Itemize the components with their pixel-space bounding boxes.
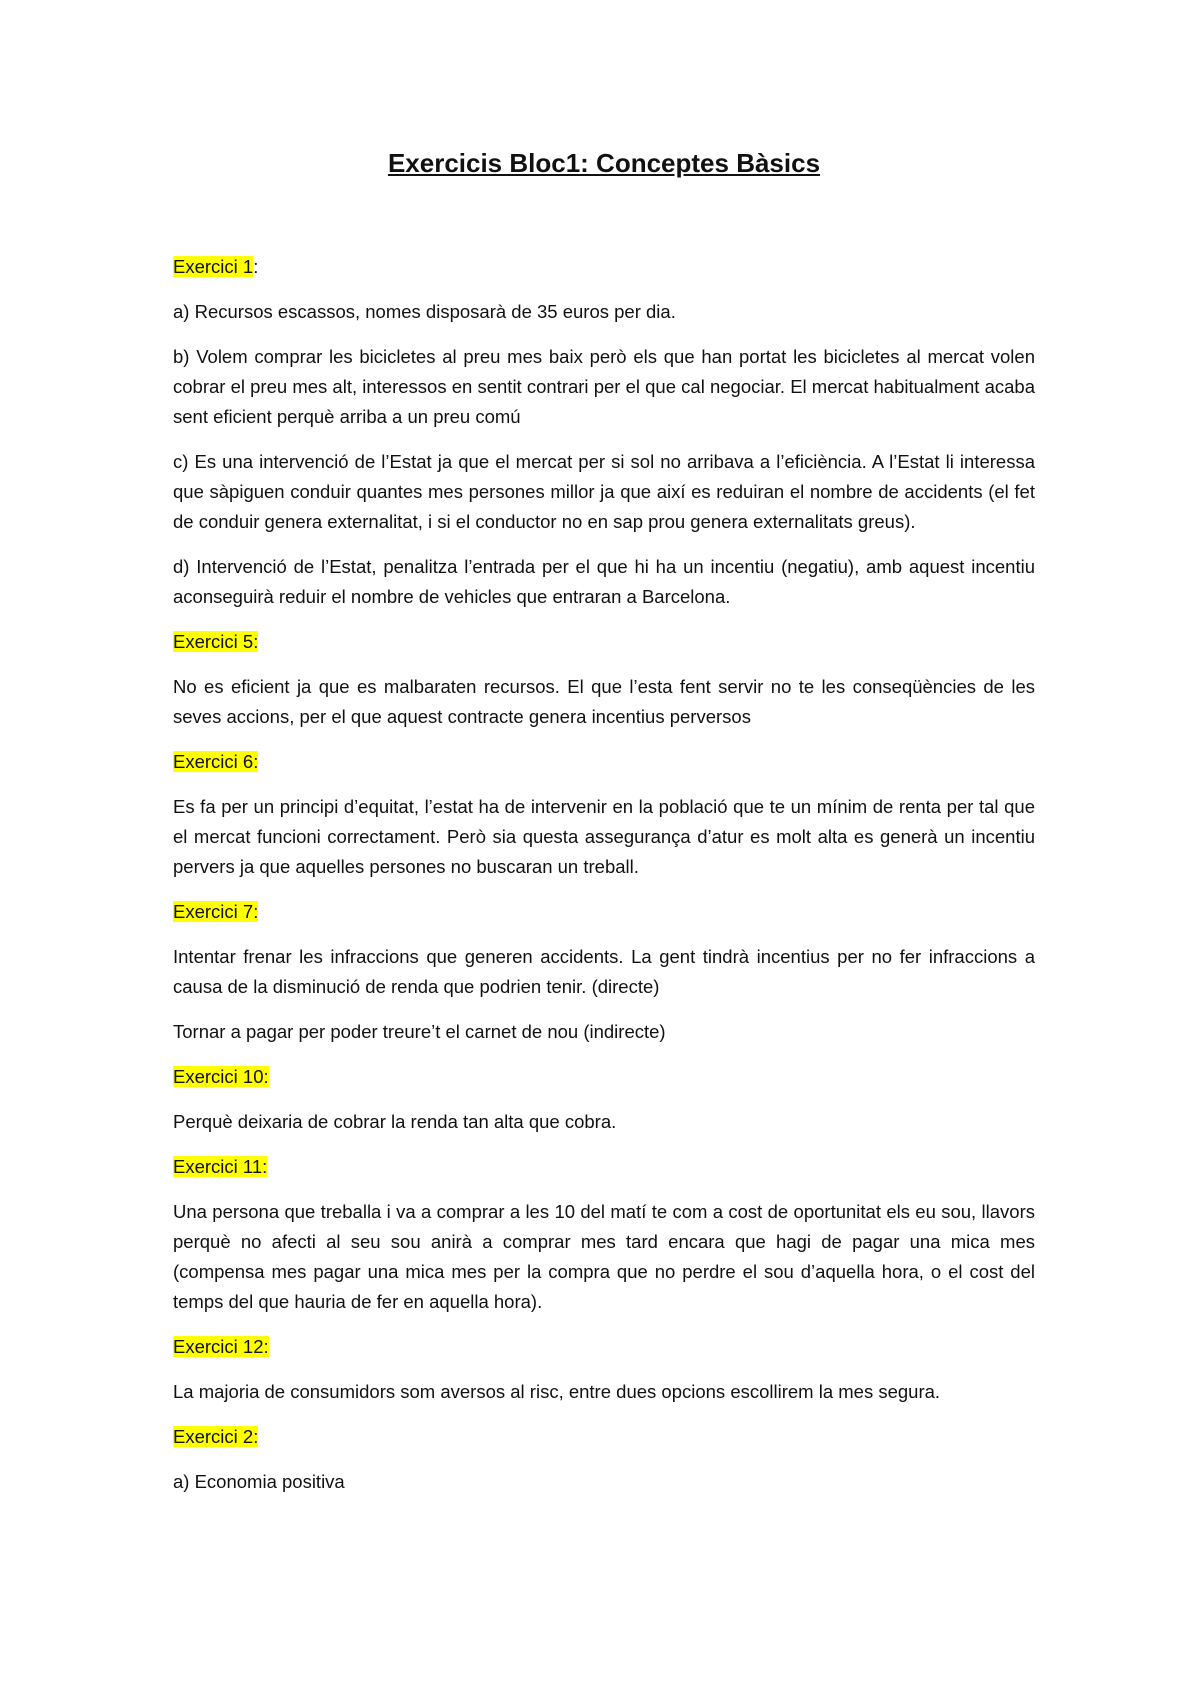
answer-paragraph: Es fa per un principi d’equitat, l’estat ha de intervenir en la població que te un mínim de renta per tal que el mercat funcioni correctament. Però sia questa assegurança d’atur es molt alta es generà un incentiu pervers ja que aquelles persones no buscaran un treball.: [173, 796, 1035, 877]
exercise-section-12: [173, 1332, 1035, 1407]
highlighted-heading-text: Exercici 12:: [173, 1336, 269, 1357]
answer-paragraph: b) Volem comprar les bicicletes al preu mes baix però els que han portat les bicicletes al mercat volen cobrar el preu mes alt, interessos en sentit contrari per el que cal negociar. El mercat habitualment acaba sent eficient perquè arriba a un preu comú: [173, 346, 1035, 427]
answer-paragraph: La majoria de consumidors som aversos al risc, entre dues opcions escollirem la mes segura.: [173, 1381, 941, 1402]
answer-paragraph: d) Intervenció de l’Estat, penalitza l’entrada per el que hi ha un incentiu (negatiu), amb aquest incentiu aconseguirà reduir el nombre de vehicles que entraran a Barcelona.: [173, 556, 1035, 607]
exercise-heading: [173, 252, 1035, 282]
exercise-heading: [173, 1422, 1035, 1452]
answer-paragraph: Intentar frenar les infraccions que generen accidents. La gent tindrà incentius per no fer infraccions a causa de la disminució de renda que podrien tenir. (directe): [173, 946, 1035, 997]
exercise-section-10: [173, 1062, 1035, 1137]
highlighted-heading-text: Exercici 1: [173, 256, 254, 277]
exercise-section-1: [173, 252, 1035, 612]
exercise-section-2: [173, 1422, 1035, 1497]
highlighted-heading-text: Exercici 10:: [173, 1066, 269, 1087]
exercise-section-5: [173, 627, 1035, 732]
answer-paragraph: No es eficient ja que es malbaraten recursos. El que l’esta fent servir no te les conseqüències de les seves accions, per el que aquest contracte genera incentius perversos: [173, 676, 1035, 727]
document-body: [173, 252, 1035, 1512]
highlighted-heading-text: Exercici 2:: [173, 1426, 259, 1447]
answer-paragraph: a) Recursos escassos, nomes disposarà de 35 euros per dia.: [173, 301, 676, 322]
exercise-section-7: [173, 897, 1035, 1047]
highlighted-heading-text: Exercici 5:: [173, 631, 259, 652]
answer-paragraph: Perquè deixaria de cobrar la renda tan alta que cobra.: [173, 1111, 617, 1132]
highlighted-heading-text: Exercici 7:: [173, 901, 259, 922]
exercise-heading: [173, 897, 1035, 927]
answer-paragraph: c) Es una intervenció de l’Estat ja que el mercat per si sol no arribava a l’eficiència. A l’Estat li interessa que sàpiguen conduir quantes mes persones millor ja que així es reduiran el nombre de accidents (el fet de conduir genera externalitat, i si el conductor no en sap prou genera externalitats greus).: [173, 451, 1035, 532]
exercise-heading: [173, 1062, 1035, 1092]
answer-paragraph: Tornar a pagar per poder treure’t el carnet de nou (indirecte): [173, 1021, 666, 1042]
page-title: Exercicis Bloc1: Conceptes Bàsics: [387, 148, 821, 178]
answer-paragraph: Una persona que treballa i va a comprar a les 10 del matí te com a cost de oportunitat els eu sou, llavors perquè no afecti al seu sou anirà a comprar mes tard encara que hagi de pagar una mica mes (compensa mes pagar una mica mes per la compra que no perdre el sou d’aquella hora, o el cost del temps del que hauria de fer en aquella hora).: [173, 1201, 1035, 1312]
exercise-heading: [173, 1332, 1035, 1362]
heading-suffix: :: [253, 256, 259, 277]
exercise-section-11: [173, 1152, 1035, 1317]
highlighted-heading-text: Exercici 6:: [173, 751, 259, 772]
exercise-heading: [173, 1152, 1035, 1182]
exercise-section-6: [173, 747, 1035, 882]
exercise-heading: [173, 627, 1035, 657]
exercise-heading: [173, 747, 1035, 777]
highlighted-heading-text: Exercici 11:: [173, 1156, 268, 1177]
answer-paragraph: a) Economia positiva: [173, 1471, 345, 1492]
